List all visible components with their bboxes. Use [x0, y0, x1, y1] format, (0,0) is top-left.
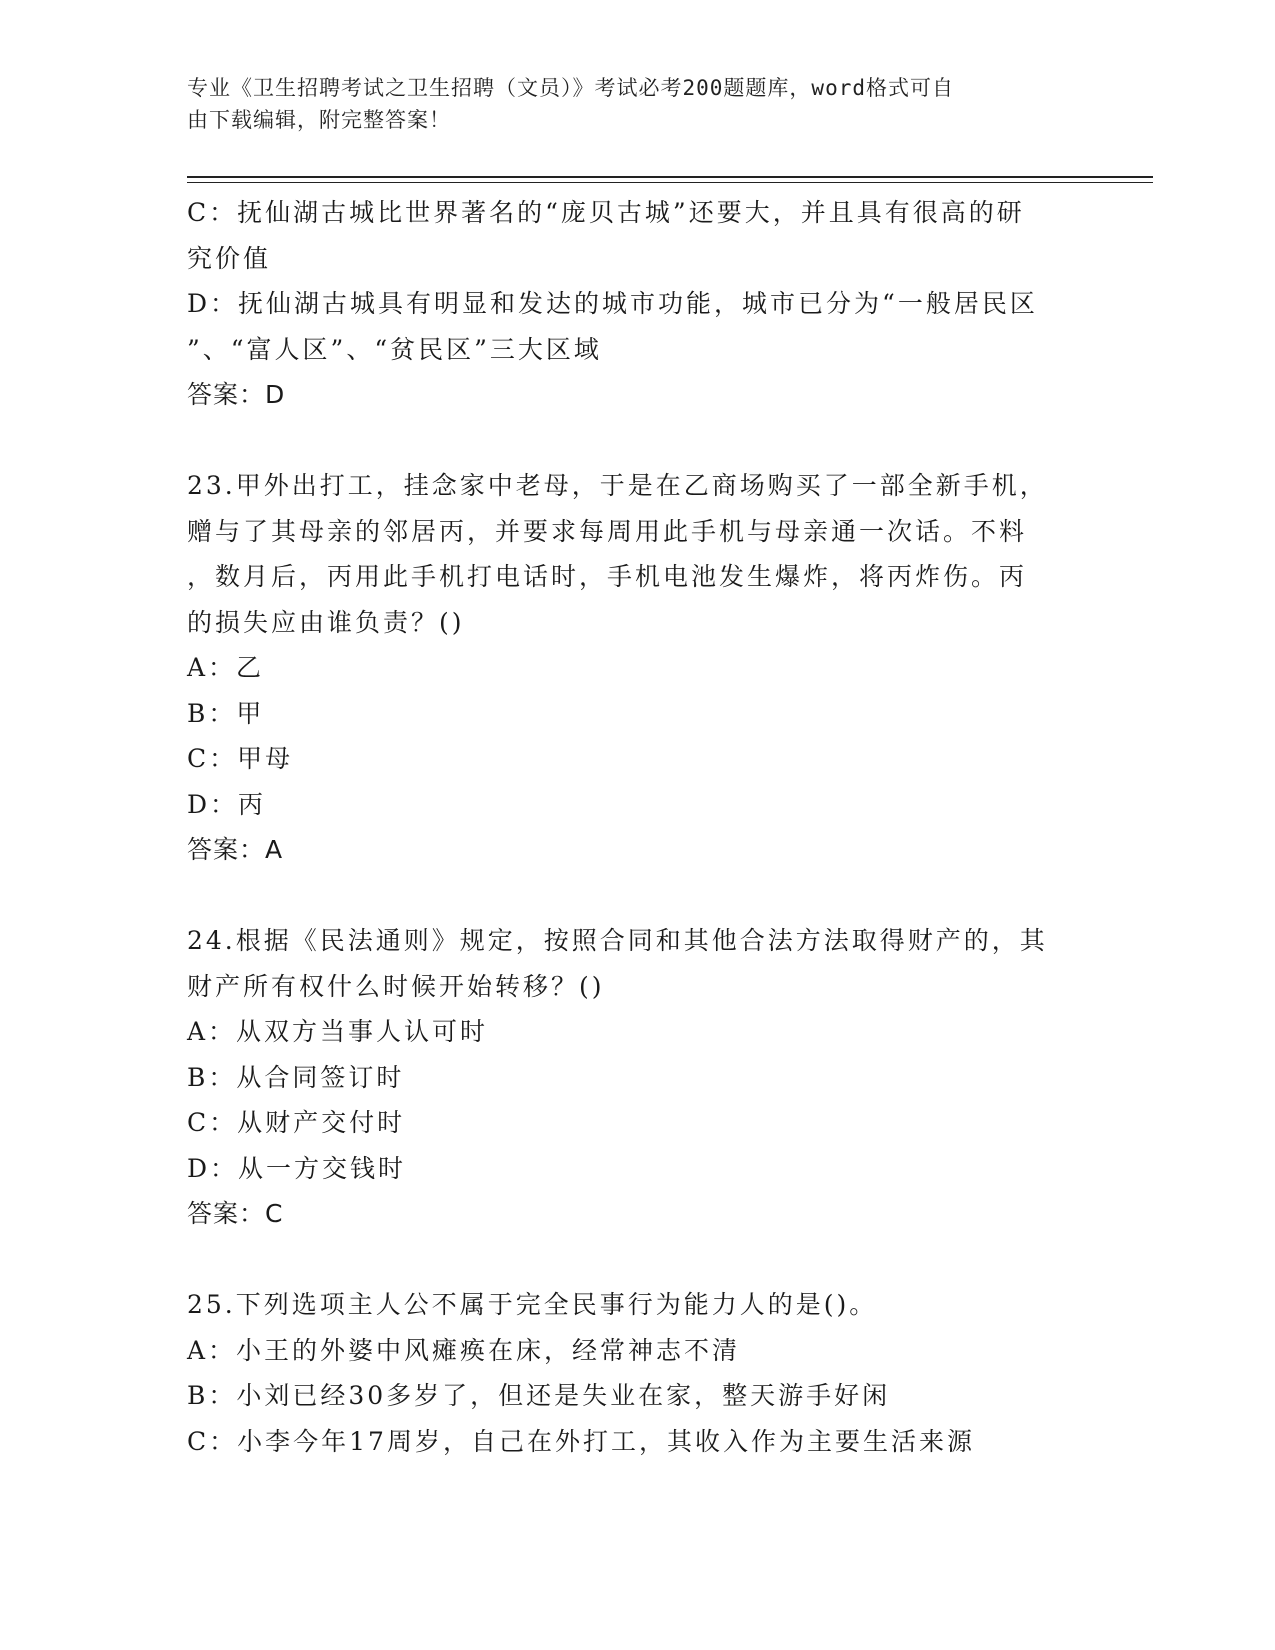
question-23-line-3: ，数月后，丙用此手机打电话时，手机电池发生爆炸，将丙炸伤。丙 [187, 562, 1028, 591]
question-24-option-d: D：从一方交钱时 [187, 1153, 407, 1183]
spacer [187, 873, 1087, 919]
header-line-2: 由下载编辑，附完整答案！ [187, 108, 451, 132]
question-23 [187, 463, 1087, 873]
header-rule-thin [187, 182, 1153, 183]
question-23-line-2: 赠与了其母亲的邻居丙，并要求每周用此手机与母亲通一次话。不料 [187, 516, 1028, 546]
spacer [187, 1237, 1087, 1283]
question-23-option-d: D：丙 [187, 789, 267, 819]
answer-23: 答案：A [187, 835, 284, 864]
question-23-option-a: A：乙 [187, 653, 265, 682]
spacer [187, 418, 1087, 464]
header-rule-thick [187, 176, 1153, 178]
question-24-line-1: 24.根据《民法通则》规定，按照合同和其他合法方法取得财产的，其 [187, 926, 1048, 955]
answer-22: 答案：D [187, 380, 286, 409]
header-line-1: 专业《卫生招聘考试之卫生招聘（文员）》考试必考200题题库，word格式可自 [187, 76, 954, 100]
option-c-line-1: C：抚仙湖古城比世界著名的“庞贝古城”还要大，并且具有很高的研 [187, 198, 1025, 227]
question-22-tail [187, 190, 1087, 418]
question-23-option-b: B：甲 [187, 698, 265, 728]
question-content [187, 190, 1087, 1464]
question-24-option-c: C：从财产交付时 [187, 1108, 406, 1137]
question-25-option-c: C：小李今年17周岁，自己在外打工，其收入作为主要生活来源 [187, 1426, 975, 1456]
answer-24: 答案：C [187, 1199, 284, 1228]
question-24-option-a: A：从双方当事人认可时 [187, 1017, 489, 1046]
question-23-option-c: C：甲母 [187, 744, 294, 773]
question-25-line-1: 25.下列选项主人公不属于完全民事行为能力人的是()。 [187, 1290, 878, 1319]
question-24 [187, 918, 1087, 1237]
question-25-option-a: A：小王的外婆中风瘫痪在床，经常神志不清 [187, 1335, 741, 1365]
option-d-line-1: D：抚仙湖古城具有明显和发达的城市功能，城市已分为“一般居民区 [187, 289, 1038, 318]
question-24-option-b: B：从合同签订时 [187, 1062, 405, 1092]
question-25-option-b: B：小刘已经30多岁了，但还是失业在家，整天游手好闲 [187, 1381, 891, 1410]
question-23-line-1: 23.甲外出打工，挂念家中老母，于是在乙商场购买了一部全新手机， [187, 471, 1048, 500]
question-25 [187, 1282, 1087, 1464]
document-header [187, 72, 1087, 136]
question-24-line-2: 财产所有权什么时候开始转移？() [187, 971, 605, 1001]
option-d-line-2: ”、“富人区”、“贫民区”三大区域 [187, 334, 602, 364]
option-c-line-2: 究价值 [187, 243, 272, 273]
question-23-line-4: 的损失应由谁负责？() [187, 607, 465, 637]
